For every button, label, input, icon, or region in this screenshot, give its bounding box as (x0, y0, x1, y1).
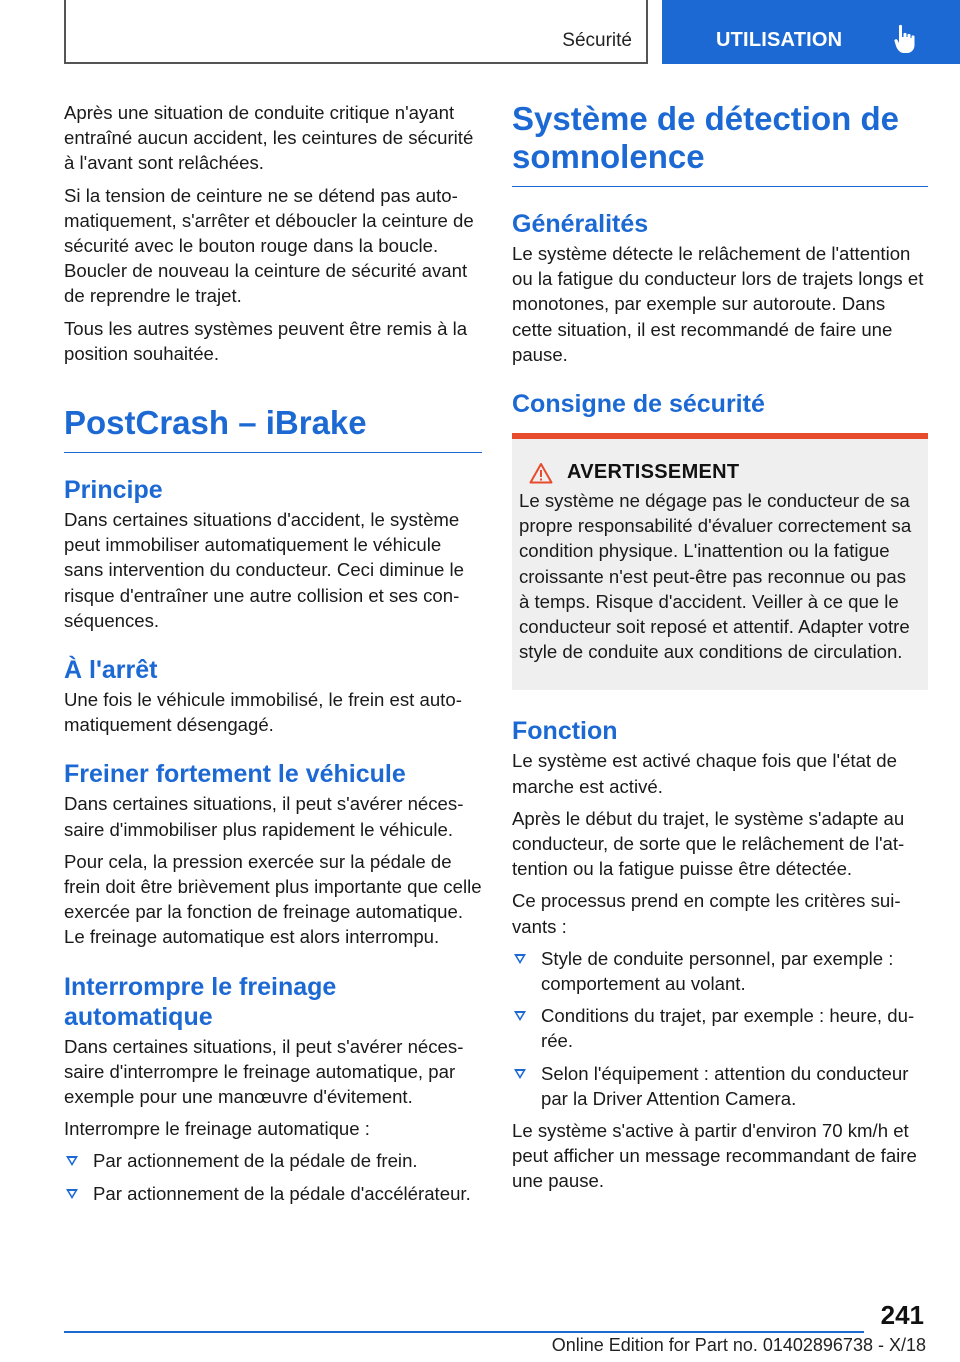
list-item-text: Par actionnement de la pédale d'accélérateur. (93, 1182, 471, 1204)
fonction-paragraph-4: Le système s'active à partir d'environ 70 km/h et peut afficher un message recommandant de faire une pause. (512, 1120, 917, 1192)
warning-box (512, 433, 928, 690)
fonction-heading: Fonction (512, 717, 618, 746)
warning-title: AVERTISSEMENT (567, 461, 740, 484)
header-section-box (64, 0, 648, 64)
consigne-heading: Consigne de sécurité (512, 390, 765, 419)
header-section-label: Sécurité (562, 30, 632, 51)
interrompre-paragraph-1: Dans certaines situations, il peut s'avérer nécessaire d'interrompre le freinage automatique, par exemple pour une manœuvre d'évitement. (64, 1035, 464, 1108)
list-item (512, 946, 928, 996)
list-item (512, 1003, 928, 1053)
triangle-bullet-icon (66, 1156, 78, 1166)
triangle-bullet-icon (66, 1189, 78, 1199)
principe-heading: Principe (64, 476, 163, 505)
list-item (64, 1181, 482, 1206)
header-chapter-tab (662, 0, 960, 64)
intro-paragraph-2: Si la tension de ceinture ne se détend pas automatiquement, s'arrêter et déboucler la ceinture de sécurité avec le bouton rouge dans la boucle. Boucler de nouveau la ceinture de sécurité avant de reprendre le trajet. (64, 184, 474, 307)
freiner-heading: Freiner fortement le véhicule (64, 760, 406, 789)
triangle-bullet-icon (514, 1069, 526, 1079)
header-chapter-label: UTILISATION (716, 29, 843, 51)
arret-paragraph: Une fois le véhicule immobilisé, le frein est automatiquement désengagé. (64, 689, 462, 736)
fonction-list (512, 946, 928, 1111)
generalites-heading: Généralités (512, 210, 649, 238)
list-item-text: Style de conduite personnel, par exemple : comportement au volant. (541, 947, 894, 995)
somnolence-title: Système de détection de somnolence (512, 100, 928, 187)
pointing-hand-icon (894, 24, 918, 54)
freiner-paragraph-1: Dans certaines situations, il peut s'avérer nécessaire d'immobiliser plus rapidement le véhicule. (64, 793, 464, 840)
freiner-paragraph-2: Pour cela, la pression exercée sur la pédale de frein doit être brièvement plus importante que celle exercée par la fonction de freinage automatique. Le freinage automatique est alors interrompu. (64, 850, 482, 948)
interrompre-paragraph-2: Interrompre le freinage automatique : (64, 1118, 370, 1140)
fonction-paragraph-1: Le système est activé chaque fois que l'état de marche est activé. (512, 750, 897, 797)
fonction-paragraph-3: Ce processus prend en compte les critères suivants : (512, 890, 901, 937)
triangle-bullet-icon (514, 954, 526, 964)
principe-paragraph: Dans certaines situations d'accident, le système peut immobiliser automatiquement le véhicule sans intervention du conducteur. Ceci diminue le risque d'entraîner une autre collision et ses conséquences. (64, 509, 465, 631)
intro-paragraph-3: Tous les autres systèmes peuvent être remis à la position souhaitée. (64, 317, 468, 364)
interrompre-heading: Interrompre le freinage automatique (64, 972, 337, 1031)
postcrash-title: PostCrash – iBrake (64, 404, 482, 453)
warning-triangle-icon (529, 462, 553, 484)
arret-heading: À l'arrêt (64, 656, 158, 685)
list-item (512, 1061, 928, 1111)
footer-edition: Online Edition for Part no. 01402896738 - X/18 (551, 1335, 926, 1355)
intro-paragraph-1: Après une situation de conduite critique n'ayant entraîné aucun accident, les ceintures de sécurité à l'avant sont relâchées. (64, 102, 474, 174)
warning-header (519, 461, 920, 484)
list-item-text: Par actionnement de la pédale de frein. (93, 1150, 418, 1172)
list-item-text: Selon l'équipement : attention du conducteur par la Driver Attention Camera. (541, 1062, 909, 1109)
fonction-paragraph-2: Après le début du trajet, le système s'adapte au conducteur, de sorte que le relâchement de l'attention ou la fatigue puisse être détectée. (512, 807, 905, 880)
page-number: 241 (880, 1300, 924, 1330)
right-column (512, 100, 928, 1201)
list-item-text: Conditions du trajet, par exemple : heure, durée. (541, 1005, 915, 1052)
interrompre-list (64, 1148, 482, 1205)
footer-divider (64, 1331, 864, 1333)
warning-text: Le système ne dégage pas le conducteur de sa propre responsabilité d'évaluer correctement sa condition physique. L'inattention ou la fatigue croissante n'est peut-être pas reconnue ou pas à temps. Risque d'accident. Veiller à ce que le conducteur soit reposé et attentif. Adapter votre style de conduite aux conditions de circulation. (519, 490, 912, 663)
list-item (64, 1148, 482, 1173)
left-column (64, 100, 482, 1213)
generalites-paragraph: Le système détecte le relâchement de l'attention ou la fatigue du conducteur lors de trajets longs et monotones, par exemple sur autoroute. Dans cette situation, il est recommandé de faire une pause. (512, 243, 924, 365)
triangle-bullet-icon (514, 1011, 526, 1021)
